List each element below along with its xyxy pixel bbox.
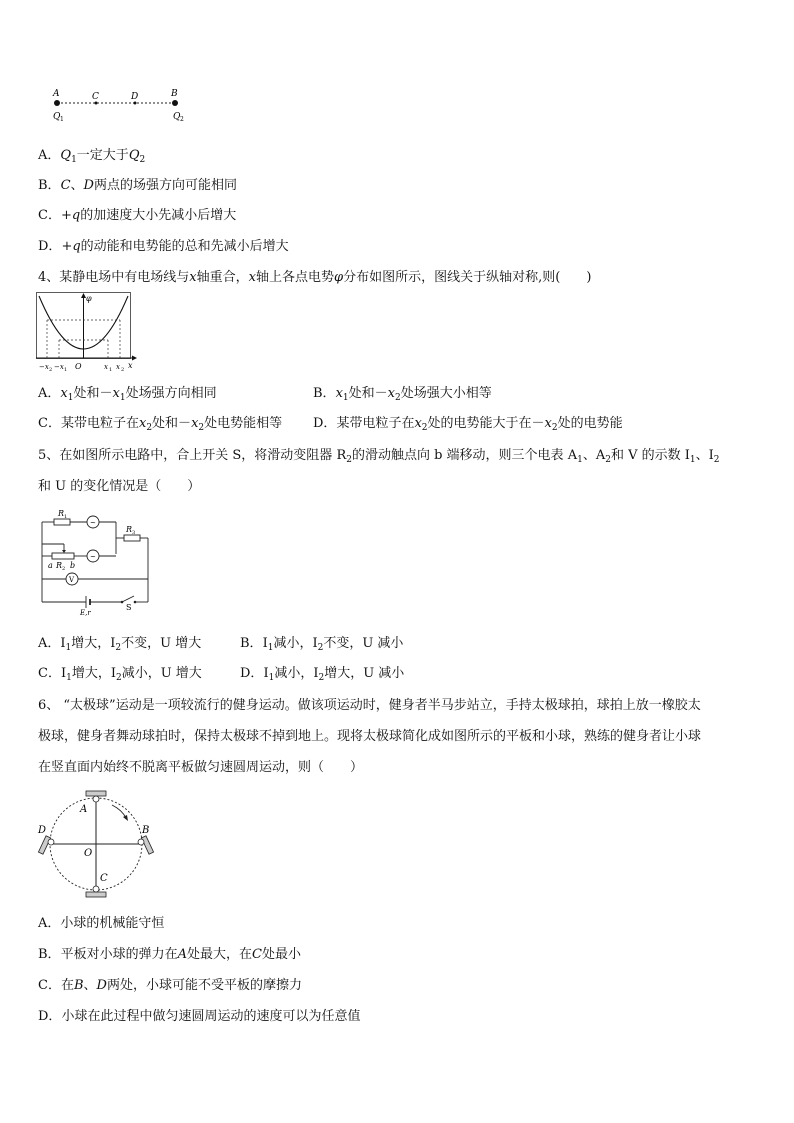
option-sub: 1 xyxy=(65,643,72,653)
q5-option-b[interactable] xyxy=(240,635,403,653)
option-prefix: C． xyxy=(38,978,61,993)
taiji-svg xyxy=(36,788,160,898)
switch-label: S xyxy=(126,603,132,612)
q3-option-b[interactable] xyxy=(38,177,237,195)
q5-option-d[interactable] xyxy=(240,665,404,683)
q4-option-b[interactable] xyxy=(313,385,492,403)
option-sub: 1 xyxy=(119,393,126,403)
label-b: B xyxy=(171,89,178,99)
option-text: 增大，I xyxy=(71,636,116,651)
charge-line-figure xyxy=(44,86,194,124)
ball-left xyxy=(48,839,54,845)
option-prefix: A． xyxy=(38,148,61,163)
stem-text: 和 V 的示数 I xyxy=(610,448,690,463)
option-text: 、 xyxy=(83,978,97,993)
tick-neg-x2: −x xyxy=(39,363,49,371)
option-var: x xyxy=(414,416,422,431)
label-c: C xyxy=(100,873,108,884)
stem-var: x xyxy=(189,270,197,285)
option-text: 的动能和电势能的总和先减小后增大 xyxy=(80,239,289,254)
charge-line-svg xyxy=(44,86,194,124)
option-text: 增大，U 减小 xyxy=(324,666,405,681)
label-a: A xyxy=(80,804,88,815)
q6-option-d[interactable] xyxy=(38,1008,360,1026)
label-b: B xyxy=(142,825,150,836)
option-sub: 1 xyxy=(342,393,349,403)
option-prefix: B． xyxy=(313,386,336,401)
option-var: A xyxy=(177,947,187,962)
ball-right xyxy=(138,839,144,845)
option-var: x xyxy=(60,386,68,401)
label-d: D xyxy=(38,825,47,836)
q4-stem xyxy=(38,269,591,287)
option-text: 处场强大小相等 xyxy=(400,386,492,401)
option-text: 减小，I xyxy=(274,666,319,681)
option-sub: 2 xyxy=(115,673,122,683)
option-text: 某带电粒子在 xyxy=(336,416,415,431)
stem-text: 、A xyxy=(582,448,606,463)
option-text: I xyxy=(263,666,269,681)
option-text: Q xyxy=(128,148,140,163)
label-o: O xyxy=(84,848,93,859)
option-sub: 1 xyxy=(66,673,72,683)
option-text: 一定大于 xyxy=(76,148,129,163)
option-text: q xyxy=(71,208,81,223)
r1-label-sub: 1 xyxy=(64,514,68,520)
battery-label: E,r xyxy=(80,609,91,616)
option-text: 两点的场强方向可能相同 xyxy=(93,178,237,193)
option-text: I xyxy=(60,636,66,651)
r3-label-sub: 3 xyxy=(132,530,136,536)
q4-option-a[interactable] xyxy=(38,385,217,403)
label-q2-sub: 2 xyxy=(180,116,184,123)
stem-text: 轴上各点电势 xyxy=(255,270,334,285)
option-prefix: D． xyxy=(313,416,337,431)
q5-stem-line1 xyxy=(38,447,719,465)
stem-sub: 1 xyxy=(689,455,696,465)
option-sub: 2 xyxy=(115,643,122,653)
label-a: A xyxy=(53,89,60,99)
taiji-figure xyxy=(36,788,160,898)
option-text: 平板对小球的弹力在 xyxy=(60,947,178,962)
r3-label: R xyxy=(126,525,133,534)
option-text: 处和－ xyxy=(73,386,113,401)
option-prefix: D． xyxy=(240,666,264,681)
option-text: 处场强方向相同 xyxy=(125,386,217,401)
option-var: D xyxy=(96,978,107,993)
circuit-figure xyxy=(38,506,158,616)
option-prefix: C． xyxy=(38,416,61,431)
resistor-r1 xyxy=(54,519,70,525)
resistor-r2 xyxy=(52,553,74,559)
label-d: D xyxy=(131,92,139,102)
option-prefix: A． xyxy=(38,916,61,931)
a2-mark: ~ xyxy=(90,553,96,561)
label-q1-sub: 1 xyxy=(60,116,64,123)
option-var: x xyxy=(335,386,343,401)
option-sub: 1 xyxy=(67,393,74,403)
option-prefix: D． xyxy=(38,239,62,254)
label-q2: Q xyxy=(173,112,181,122)
q6-option-b[interactable] xyxy=(38,946,301,964)
option-text: 小球的机械能守恒 xyxy=(60,916,165,931)
stem-text: 轴重合， xyxy=(196,270,249,285)
a-label: a xyxy=(48,561,53,570)
option-prefix: A． xyxy=(38,636,61,651)
r2-label-sub: 2 xyxy=(62,566,66,572)
tick-x2-sub: 2 xyxy=(121,367,125,373)
stem-sub: 2 xyxy=(605,455,611,465)
option-prefix: D． xyxy=(38,1009,62,1024)
label-q1: Q xyxy=(53,112,61,122)
r2-label: R xyxy=(56,561,63,570)
q6-stem-line2: 极球，健身者舞动球拍时，保持太极球不掉到地上。现将太极球简化成如图所示的平板和小球，熟练的健身者让小球 xyxy=(38,729,702,744)
option-text: 不变，U 减小 xyxy=(323,636,404,651)
paddle-bottom xyxy=(86,892,106,897)
option-text: 两处，小球可能不受平板的摩擦力 xyxy=(106,978,302,993)
label-c: C xyxy=(92,92,99,102)
tick-x2: x xyxy=(116,363,120,371)
option-sub: 1 xyxy=(71,155,77,165)
a1-mark: ~ xyxy=(90,519,96,527)
q6-stem-line1: 6、 “太极球”运动是一项较流行的健身运动。做该项运动时，健身者半马步站立，手持太极球拍，球拍上放一橡胶太 xyxy=(38,698,701,713)
option-text: 处电势能相等 xyxy=(204,416,283,431)
potential-graph-figure xyxy=(36,292,140,374)
option-sub: 1 xyxy=(267,643,274,653)
b-label: b xyxy=(70,561,76,570)
option-text: 在 xyxy=(60,978,74,993)
option-var: B xyxy=(73,978,84,993)
option-sub: 2 xyxy=(146,423,153,433)
option-sub: 2 xyxy=(395,393,401,403)
stem-var: x xyxy=(248,270,256,285)
stem-sub: 2 xyxy=(346,455,352,465)
option-text: 某带电粒子在 xyxy=(60,416,139,431)
switch-s xyxy=(122,596,134,602)
tick-x1-sub: 1 xyxy=(109,367,113,373)
option-text: 减小，I xyxy=(273,636,318,651)
q3-option-a[interactable] xyxy=(38,147,145,165)
origin-label: O xyxy=(75,362,82,371)
x-label: x xyxy=(128,361,133,370)
q4-option-c[interactable] xyxy=(38,415,282,433)
option-prefix: B． xyxy=(38,178,61,193)
option-text: Q xyxy=(60,148,72,163)
stem-text: 4、某静电场中有电场线与 xyxy=(38,270,190,285)
charge-b-dot xyxy=(172,100,178,106)
q3-option-d[interactable] xyxy=(38,238,289,256)
phi-label: φ xyxy=(86,294,92,303)
q3-option-c[interactable] xyxy=(38,207,236,225)
option-text: 、 xyxy=(70,178,84,193)
option-text: 增大，I xyxy=(71,666,116,681)
option-prefix: C． xyxy=(38,208,61,223)
option-sub: 1 xyxy=(268,673,275,683)
option-text: 处和－ xyxy=(152,416,192,431)
option-sub: 2 xyxy=(317,643,324,653)
option-text: 的加速度大小先减小后增大 xyxy=(80,208,237,223)
paddle-left xyxy=(38,836,50,854)
charge-a-dot xyxy=(54,100,60,106)
option-text: 不变，U 增大 xyxy=(121,636,202,651)
option-sub: 2 xyxy=(318,673,325,683)
x-axis-arrow xyxy=(132,356,137,361)
option-var: x xyxy=(112,386,120,401)
option-text: C xyxy=(60,178,71,193)
option-prefix: B． xyxy=(240,636,263,651)
tick-x1: x xyxy=(104,363,108,371)
option-text: 小球在此过程中做匀速圆周运动的速度可以为任意值 xyxy=(61,1009,361,1024)
stem-text: 、I xyxy=(695,448,714,463)
option-var: C xyxy=(251,947,262,962)
stem-var: φ xyxy=(334,270,344,285)
q5-option-c[interactable] xyxy=(38,665,202,683)
option-sub: 2 xyxy=(551,423,558,433)
stem-sub: 1 xyxy=(577,455,583,465)
option-text: 处最小 xyxy=(261,947,301,962)
option-text: 处的电势能 xyxy=(557,416,623,431)
tick-neg-x1: −x xyxy=(54,363,64,371)
tick-neg-x2-sub: 2 xyxy=(49,367,53,373)
slider-arrow xyxy=(62,550,66,553)
switch-contact xyxy=(134,601,137,604)
option-text: D xyxy=(83,178,94,193)
option-var: x xyxy=(387,386,395,401)
option-text: I xyxy=(60,666,67,681)
ball-top xyxy=(93,796,99,802)
option-sub: 2 xyxy=(421,423,428,433)
q6-stem-line3: 在竖直面内始终不脱离平板做匀速圆周运动，则（ ） xyxy=(38,760,364,775)
option-var: x xyxy=(191,416,199,431)
option-var: x xyxy=(544,416,552,431)
stem-text: 的滑动触点向 b 端移动，则三个电表 A xyxy=(351,448,578,463)
potential-graph-svg xyxy=(36,292,140,374)
circuit-svg xyxy=(38,506,158,616)
q5-option-a[interactable] xyxy=(38,635,201,653)
r1-label: R xyxy=(58,509,65,518)
option-text: I xyxy=(262,636,268,651)
rotation-arrow xyxy=(112,805,126,818)
q6-option-c[interactable] xyxy=(38,977,302,995)
rotation-arrowhead xyxy=(123,815,128,821)
q5-stem-line2: 和 U 的变化情况是（ ） xyxy=(38,479,201,494)
option-prefix: B． xyxy=(38,947,61,962)
option-prefix: A． xyxy=(38,386,61,401)
option-text: q xyxy=(72,239,81,254)
option-sub: 2 xyxy=(139,155,146,165)
switch-pivot xyxy=(121,601,124,604)
option-text: + xyxy=(60,208,72,223)
option-text: 处的电势能大于在－ xyxy=(427,416,545,431)
stem-text: 分布如图所示，图线关于纵轴对称,则( ) xyxy=(343,270,592,285)
v-label: V xyxy=(69,576,75,584)
stem-text: 5、在如图所示电路中，合上开关 S，将滑动变阻器 R xyxy=(38,448,347,463)
paddle-top xyxy=(86,791,106,796)
stem-sub: 2 xyxy=(713,455,720,465)
option-sub: 2 xyxy=(198,423,205,433)
option-text: 处和－ xyxy=(348,386,388,401)
option-prefix: C． xyxy=(38,666,61,681)
q6-option-a[interactable] xyxy=(38,915,164,933)
option-text: 处最大，在 xyxy=(186,947,252,962)
paddle-right xyxy=(141,836,153,854)
option-var: x xyxy=(138,416,147,431)
option-text: + xyxy=(61,239,73,254)
q4-option-d[interactable] xyxy=(313,415,623,433)
tick-neg-x1-sub: 1 xyxy=(64,367,68,373)
option-text: 减小，U 增大 xyxy=(121,666,202,681)
ball-bottom xyxy=(93,886,99,892)
